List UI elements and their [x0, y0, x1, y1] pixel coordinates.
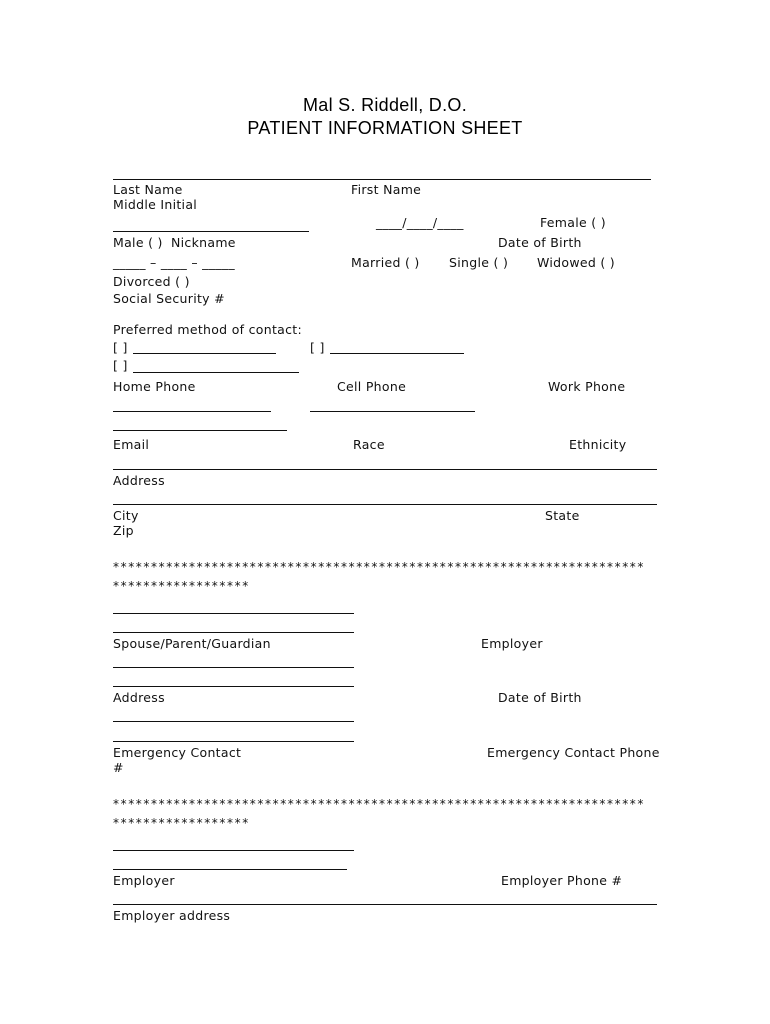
work-phone-field[interactable] — [133, 372, 299, 373]
address-label: Address — [113, 473, 165, 488]
emergency-contact-field[interactable] — [113, 721, 354, 722]
married-checkbox[interactable]: Married ( ) — [351, 255, 420, 270]
city-label: City — [113, 508, 139, 523]
emergency-phone-label: Emergency Contact Phone — [487, 745, 660, 760]
widowed-checkbox[interactable]: Widowed ( ) — [537, 255, 615, 270]
ssn-blank[interactable]: _____ – ____ – _____ — [113, 255, 235, 270]
city-state-zip-field[interactable] — [113, 504, 657, 505]
male-checkbox[interactable] — [113, 235, 236, 251]
work-phone-label: Work Phone — [548, 379, 626, 394]
divider-stars-2: ********************************************************************** — [113, 797, 645, 811]
divider-stars-1: ********************************************************************** — [113, 560, 645, 574]
employer-field[interactable] — [113, 632, 354, 633]
race-field[interactable] — [310, 411, 475, 412]
single-checkbox[interactable]: Single ( ) — [449, 255, 509, 270]
employer-phone-label: Employer Phone # — [501, 873, 623, 888]
name-field[interactable] — [113, 179, 651, 180]
zip-label: Zip — [113, 523, 134, 538]
email-field[interactable] — [113, 411, 271, 412]
race-label: Race — [353, 437, 385, 452]
guardian-address-field[interactable] — [113, 667, 354, 668]
female-checkbox[interactable]: Female ( ) — [540, 215, 606, 230]
employer-phone-field[interactable] — [113, 869, 347, 870]
guardian-employer-label: Employer — [481, 636, 543, 651]
divorced-checkbox[interactable]: Divorced ( ) — [113, 274, 190, 289]
guardian-dob-label: Date of Birth — [498, 690, 582, 705]
nickname-field[interactable] — [113, 231, 309, 232]
patient-employer-field[interactable] — [113, 850, 354, 851]
home-phone-field[interactable] — [133, 353, 276, 354]
ethnicity-field[interactable] — [113, 430, 287, 431]
emergency-phone-field[interactable] — [113, 741, 354, 742]
email-label: Email — [113, 437, 150, 452]
spouse-field[interactable] — [113, 613, 354, 614]
nickname-label: Nickname — [171, 235, 236, 250]
emergency-phone-hash: # — [113, 760, 124, 775]
patient-employer-label: Employer — [113, 873, 175, 888]
divider-stars-2b: ****************** — [113, 816, 250, 830]
doctor-name: Mal S. Riddell, D.O. — [302, 95, 468, 115]
preferred-contact-label: Preferred method of contact: — [113, 322, 303, 337]
form-title: PATIENT INFORMATION SHEET — [247, 118, 523, 138]
employer-address-field[interactable] — [113, 904, 657, 905]
guardian-dob-field[interactable] — [113, 686, 354, 687]
state-label: State — [545, 508, 580, 523]
emergency-contact-label: Emergency Contact — [113, 745, 242, 760]
date-of-birth-label: Date of Birth — [498, 235, 582, 250]
guardian-address-label: Address — [113, 690, 165, 705]
cell-phone-label: Cell Phone — [337, 379, 407, 394]
contact-checkbox-cell[interactable]: [ ] — [310, 340, 325, 355]
male-label: Male ( ) — [113, 235, 163, 250]
spouse-label: Spouse/Parent/Guardian — [113, 636, 271, 651]
divider-stars-1b: ****************** — [113, 579, 250, 593]
first-name-label: First Name — [351, 182, 422, 197]
cell-phone-field[interactable] — [330, 353, 464, 354]
last-name-label: Last Name — [113, 182, 183, 197]
ethnicity-label: Ethnicity — [569, 437, 627, 452]
home-phone-label: Home Phone — [113, 379, 196, 394]
employer-address-label: Employer address — [113, 908, 231, 923]
middle-initial-label: Middle Initial — [113, 197, 198, 212]
address-field[interactable] — [113, 469, 657, 470]
contact-checkbox-work[interactable]: [ ] — [113, 358, 128, 373]
dob-blank[interactable]: ____/____/____ — [376, 215, 464, 230]
contact-checkbox-home[interactable]: [ ] — [113, 340, 128, 355]
ssn-label: Social Security # — [113, 291, 225, 306]
